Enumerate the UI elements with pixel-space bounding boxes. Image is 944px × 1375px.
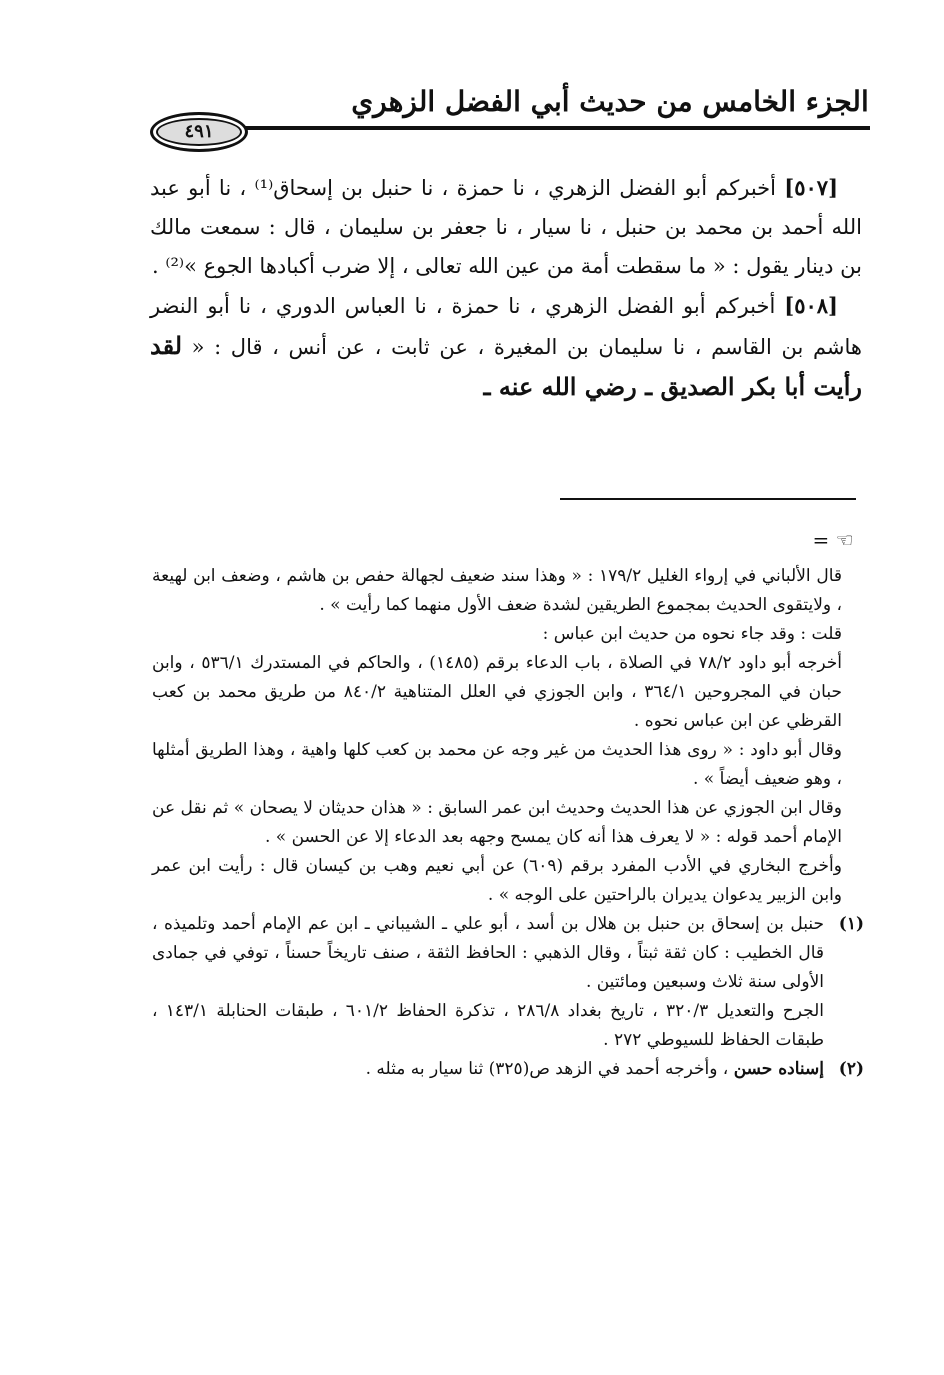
footnote-2-text: ، وأخرجه أحمد في الزهد ص(٣٢٥) ثنا سيار به مثله . — [365, 1059, 734, 1079]
hadith-507-text: أخبركم أبو الفضل الزهري ، نا حمزة ، نا حنبل بن إسحاق⁽¹⁾ ، نا أبو عبد الله أحمد بن محمد بن حنبل ، نا سيار ، نا جعفر بن سليمان ، قال : سمعت مالك بن دينار يقول : « ما سقطت أمة من عين الله تعالى ، إلا ضرب أكبادها الجوع »⁽²⁾ . — [150, 176, 862, 278]
footnote-separator — [560, 498, 856, 500]
footnote-continued-2: قلت : وقد جاء نحوه من حديث ابن عباس : — [542, 624, 842, 644]
hadith-508-text: أخبركم أبو الفضل الزهري ، نا حمزة ، نا العباس الدوري ، نا أبو النضر هاشم بن القاسم ، نا سليمان بن المغيرة ، عن ثابت ، عن أنس ، قال : « — [150, 294, 862, 359]
main-text — [150, 168, 862, 408]
hadith-508-number: [٥٠٨] — [784, 293, 838, 318]
footnote-1 — [152, 910, 864, 997]
hadith-507-number: [٥٠٧] — [784, 175, 838, 200]
footnote-1-references: الجرح والتعديل ٣٢٠/٣ ، تاريخ بغداد ٢٨٦/٨ ، تذكرة الحفاظ ٦٠١/٢ ، طبقات الحنابلة ١٤٣/١ ، طبقات الحفاظ للسيوطي ٢٧٢ . — [152, 1001, 825, 1050]
footnote-1-text: حنبل بن إسحاق بن حنبل بن هلال بن أسد ، أبو علي ـ الشيباني ـ ابن عم الإمام أحمد وتلميذه ، قال الخطيب : كان ثقة ثبتاً ، وقال الذهبي : الحافظ الثقة ، صنف تاريخاً حسناً ، توفي في جمادى الأولى سنة ثلاث وسبعين ومائتين . — [152, 914, 824, 992]
page-number-badge: ٤٩١ — [150, 112, 248, 152]
footnote-continued-5: وقال ابن الجوزي عن هذا الحديث وحديث ابن عمر السابق : « هذان حديثان لا يصحان » ثم نقل عن الإمام أحمد قوله : « لا يعرف هذا أنه كان يمسح وجهه بعد الدعاء إلا عن الحسن » . — [152, 798, 842, 847]
footnote-continued-1: قال الألباني في إرواء الغليل ١٧٩/٢ : « وهذا سند ضعيف لجهالة حفص بن هاشم ، وضعف ابن لهيعة ، ولايتقوى الحديث بمجموع الطريقين لشدة ضعف الأول منهما كما رأيت » . — [152, 566, 842, 615]
footnote-continued-3: أخرجه أبو داود ٧٨/٢ في الصلاة ، باب الدعاء برقم (١٤٨٥) ، والحاكم في المستدرك ٥٣٦/١ ، وابن حبان في المجروحين ٣٦٤/١ ، وابن الجوزي في العلل المتناهية ٨٤٠/٢ من طريق محمد بن كعب القرظي عن ابن عباس نحوه . — [152, 653, 843, 731]
hadith-508 — [150, 286, 862, 408]
hadith-507 — [150, 168, 862, 286]
footnote-continued-4: وقال أبو داود : « روى هذا الحديث من غير وجه عن محمد بن كعب كلها واهية ، وهذا الطريق أمثلها ، وهو ضعيف أيضاً » . — [152, 740, 842, 789]
continuation-mark-icon: = ☜ — [812, 528, 854, 552]
footnote-continued-6: وأخرج البخاري في الأدب المفرد برقم (٦٠٩) عن أبي نعيم وهب بن كيسان قال : رأيت ابن عمر وابن الزبير يدعوان يديران بالراحتين على الوجه » . — [152, 856, 842, 905]
footnotes — [152, 562, 864, 1084]
footnote-2-body — [152, 1055, 824, 1084]
footnote-2-marker: (٢) — [838, 1059, 864, 1079]
footnote-1-marker: (١) — [838, 914, 864, 934]
running-header — [150, 80, 870, 150]
hadith-508-quote: لقد رأيت أبا بكر الصديق ـ رضي الله عنه ـ — [150, 331, 862, 401]
header-rule — [220, 126, 870, 130]
footnote-2-grading: إسناده حسن — [733, 1059, 824, 1079]
footnote-2 — [152, 1055, 864, 1084]
header-title: الجزء الخامس من حديث أبي الفضل الزهري — [351, 85, 869, 118]
